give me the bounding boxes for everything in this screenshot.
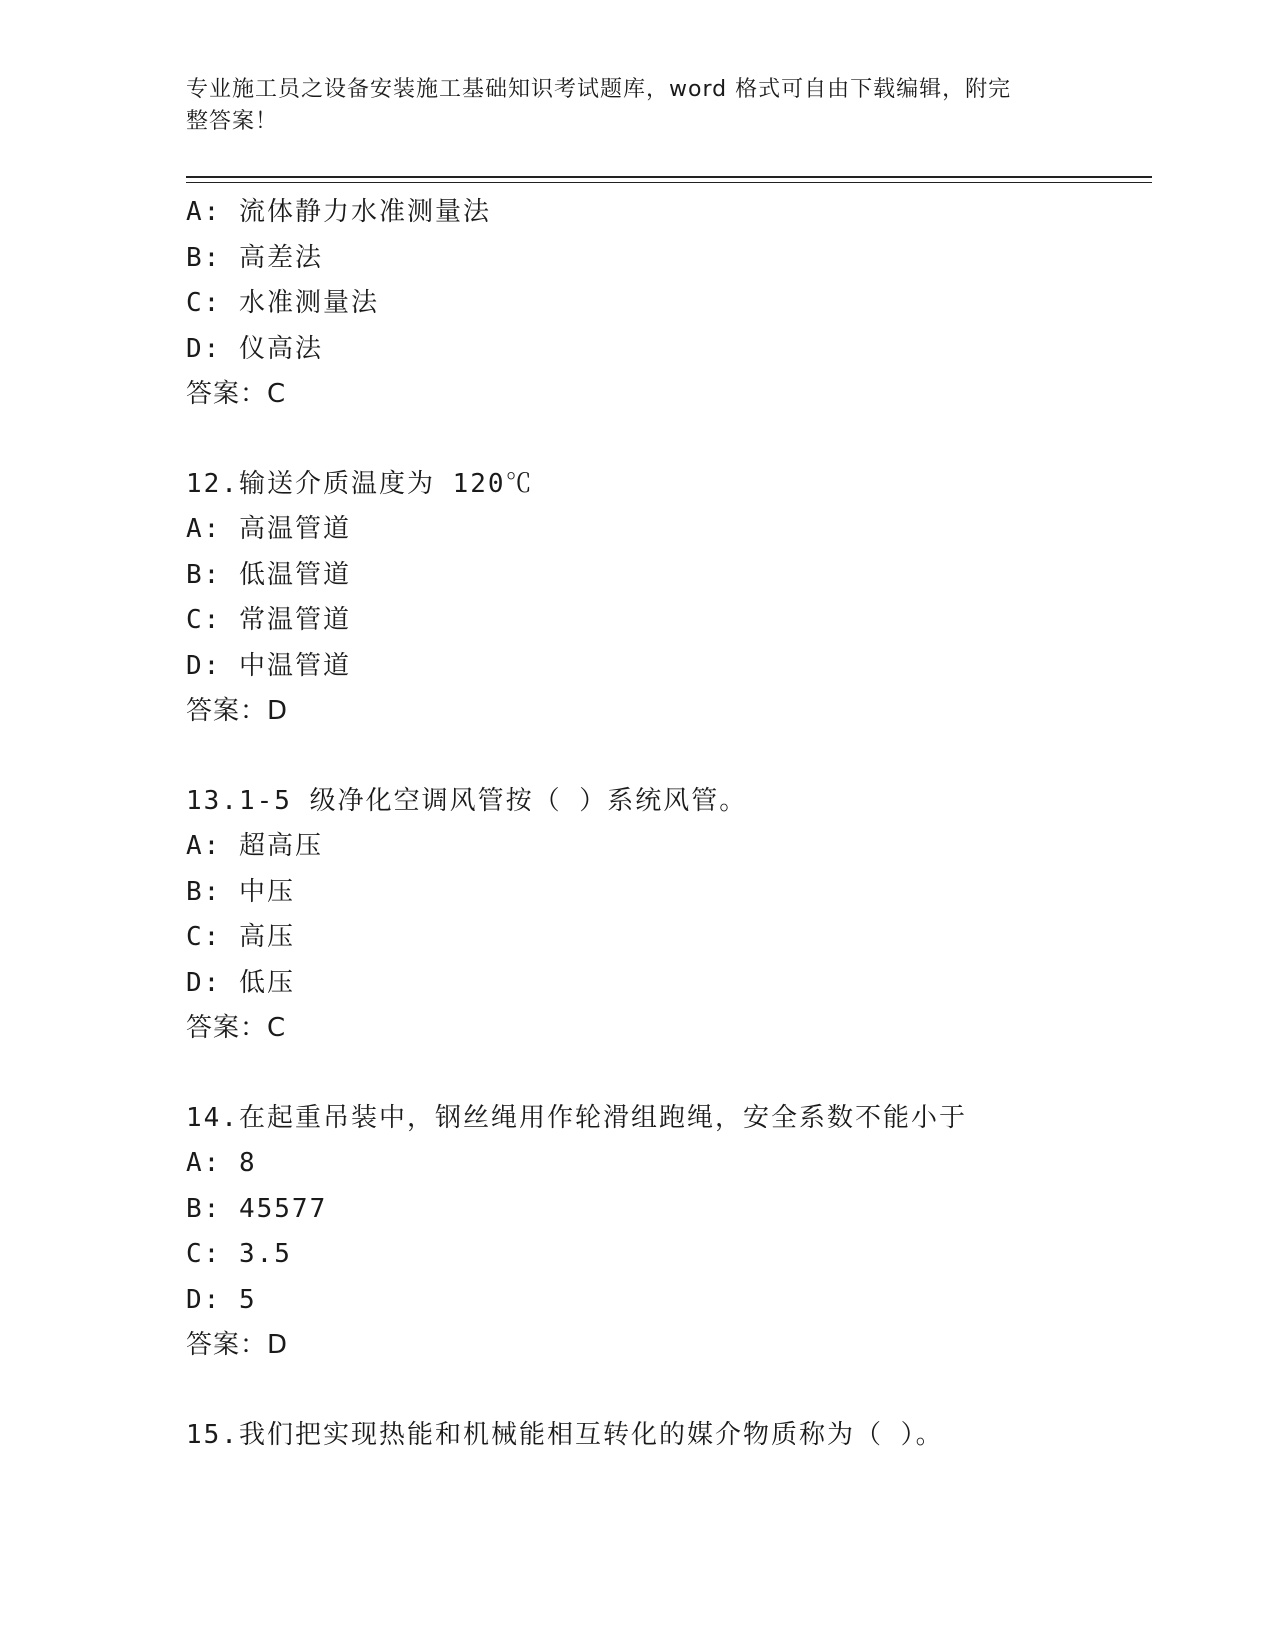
header-rule-thick [186, 176, 1152, 178]
option-c: C: 常温管道 [186, 605, 351, 635]
option-b: B: 高差法 [186, 242, 323, 273]
answer-line: 答案：D [186, 1330, 289, 1360]
option-d: D: 5 [186, 1284, 257, 1315]
answer-line: 答案：C [186, 379, 287, 409]
question-13 [186, 779, 1152, 1052]
question-15 [186, 1413, 1152, 1459]
spacer [186, 1369, 1152, 1413]
option-d: D: 仪高法 [186, 333, 323, 364]
option-d: D: 低压 [186, 967, 295, 998]
header-rule-thin [186, 182, 1152, 183]
header-note [186, 74, 1066, 138]
option-a: A: 高温管道 [186, 514, 351, 544]
option-b: B: 45577 [186, 1193, 328, 1224]
question-stem: 15.我们把实现热能和机械能相互转化的媒介物质称为（ ）。 [186, 1419, 944, 1450]
spacer [186, 418, 1152, 462]
question-list [186, 190, 1152, 1458]
option-c: C: 水准测量法 [186, 288, 379, 318]
spacer [186, 1052, 1152, 1096]
answer-line: 答案：C [186, 1013, 287, 1043]
question-stem: 13.1-5 级净化空调风管按（ ）系统风管。 [186, 785, 748, 816]
option-c: C: 高压 [186, 922, 295, 952]
spacer [186, 735, 1152, 779]
question-stem: 14.在起重吊装中，钢丝绳用作轮滑组跑绳，安全系数不能小于 [186, 1102, 967, 1133]
question-14 [186, 1096, 1152, 1369]
option-a: A: 超高压 [186, 831, 323, 861]
option-d: D: 中温管道 [186, 650, 351, 681]
option-c: C: 3.5 [186, 1239, 292, 1269]
option-b: B: 低温管道 [186, 559, 351, 590]
question-12 [186, 462, 1152, 735]
question-11 [186, 190, 1152, 418]
option-b: B: 中压 [186, 876, 295, 907]
header-note-line-2: 整答案！ [186, 109, 279, 134]
header-note-line-1: 专业施工员之设备安装施工基础知识考试题库，word 格式可自由下载编辑，附完 [186, 77, 1012, 102]
option-a: A: 8 [186, 1148, 257, 1178]
answer-line: 答案：D [186, 696, 289, 726]
option-a: A: 流体静力水准测量法 [186, 197, 491, 227]
question-stem: 12.输送介质温度为 120℃ [186, 468, 534, 499]
